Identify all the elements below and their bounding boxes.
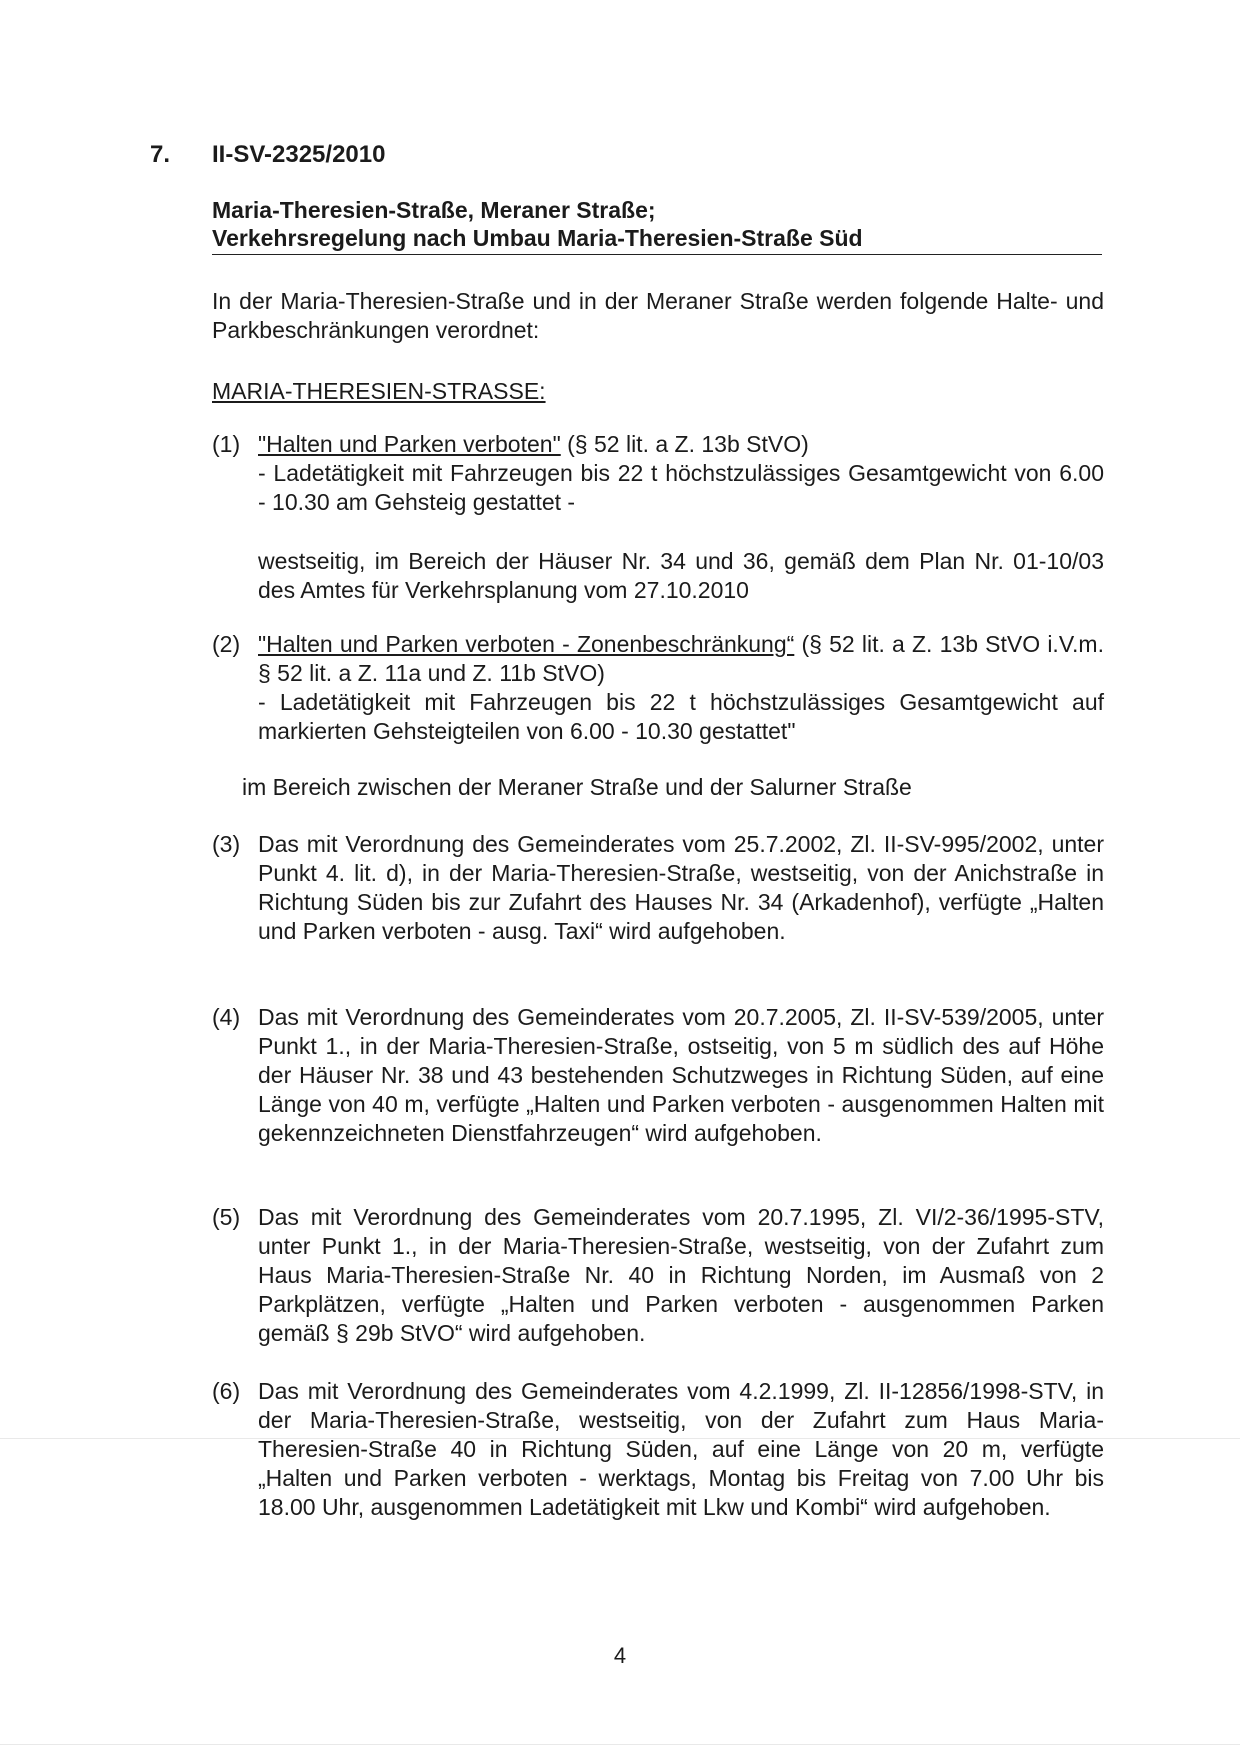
item-text: Das mit Verordnung des Gemeinderates vom 25.7.2002, Zl. II-SV-995/2002, unter Punkt 4. lit. d), in der Maria-Theresien-Straße, westseitig, von der Anichstraße in Richtung Süden bis zur Zufahrt des Hauses Nr. 34 (Arkadenhof), verfügte „Halten und Parken verboten - ausg. Taxi“ wird aufgehoben. <box>258 831 1104 944</box>
item-2-location: im Bereich zwischen der Meraner Straße und der Salurner Straße <box>242 774 912 800</box>
list-item-3 <box>212 830 1104 946</box>
list-item-4 <box>212 1003 1104 1148</box>
legal-reference: (§ 52 lit. a Z. 13b StVO i.V.m. § 52 lit. a Z. 11a und Z. 11b StVO) <box>258 631 1104 686</box>
agenda-heading <box>150 140 385 169</box>
document-title <box>212 196 1102 255</box>
item-body <box>258 630 1104 746</box>
item-text: Das mit Verordnung des Gemeinderates vom 20.7.1995, Zl. VI/2-36/1995-STV, unter Punkt 1., in der Maria-Theresien-Straße, westseitig, von der Zufahrt zum Haus Maria-Theresien-Straße Nr. 40 in Richtung Norden, im Ausmaß von 2 Parkplätzen, verfügte „Halten und Parken verboten - ausgenommen Parken gemäß § 29b StVO“ wird aufgehoben. <box>258 1204 1104 1346</box>
item-marker: (4) <box>212 1004 241 1030</box>
item-marker: (3) <box>212 831 241 857</box>
section-label: MARIA-THERESIEN-STRASSE: <box>212 378 546 404</box>
item-marker: (1) <box>212 431 241 457</box>
agenda-number: 7. <box>150 141 171 168</box>
item-marker: (6) <box>212 1378 241 1404</box>
item-text: Das mit Verordnung des Gemeinderates vom 4.2.1999, Zl. II-12856/1998-STV, in der Maria-Theresien-Straße, westseitig, von der Zufahrt zum Haus Maria-Theresien-Straße 40 in Richtung Süden, auf eine Länge von 20 m, verfügte „Halten und Parken verboten - werktags, Montag bis Freitag von 7.00 Uhr bis 18.00 Uhr, ausgenommen Ladetätigkeit mit Lkw und Kombi“ wird aufgehoben. <box>258 1378 1104 1520</box>
title-line-2: Verkehrsregelung nach Umbau Maria-Theresien-Straße Süd <box>212 225 863 251</box>
item-marker: (5) <box>212 1204 241 1230</box>
intro-paragraph: In der Maria-Theresien-Straße und in der Meraner Straße werden folgende Halte- und Parkbeschränkungen verordnet: <box>212 288 1104 343</box>
item-note: - Ladetätigkeit mit Fahrzeugen bis 22 t höchstzulässiges Gesamtgewicht auf markierten Gehsteigteilen von 6.00 - 10.30 gestattet" <box>258 689 1104 744</box>
item-note: - Ladetätigkeit mit Fahrzeugen bis 22 t höchstzulässiges Gesamtgewicht von 6.00 - 10.30 am Gehsteig gestattet - <box>258 460 1104 515</box>
scan-artifact-line <box>0 1744 1240 1745</box>
legal-reference: (§ 52 lit. a Z. 13b StVO) <box>560 431 809 457</box>
sign-name: "Halten und Parken verboten - Zonenbeschränkung“ <box>258 631 795 657</box>
agenda-reference: II-SV-2325/2010 <box>212 141 386 168</box>
title-line-1: Maria-Theresien-Straße, Meraner Straße; <box>212 197 656 223</box>
list-item-6 <box>212 1377 1104 1522</box>
item-1-location: westseitig, im Bereich der Häuser Nr. 34 und 36, gemäß dem Plan Nr. 01-10/03 des Amtes für Verkehrsplanung vom 27.10.2010 <box>258 548 1104 603</box>
list-item-2 <box>212 630 1104 746</box>
list-item-1 <box>212 430 1104 517</box>
sign-name: "Halten und Parken verboten" <box>258 431 561 457</box>
list-item-5 <box>212 1203 1104 1348</box>
page-number: 4 <box>613 1643 627 1668</box>
item-marker: (2) <box>212 631 241 657</box>
item-text: Das mit Verordnung des Gemeinderates vom 20.7.2005, Zl. II-SV-539/2005, unter Punkt 1., in der Maria-Theresien-Straße, ostseitig, von 5 m südlich des auf Höhe der Häuser Nr. 38 und 43 bestehenden Schutzweges in Richtung Süden, auf eine Länge von 40 m, verfügte „Halten und Parken verboten - ausgenommen Halten mit gekennzeichneten Dienstfahrzeugen“ wird aufgehoben. <box>258 1004 1104 1146</box>
item-body <box>258 430 1104 517</box>
